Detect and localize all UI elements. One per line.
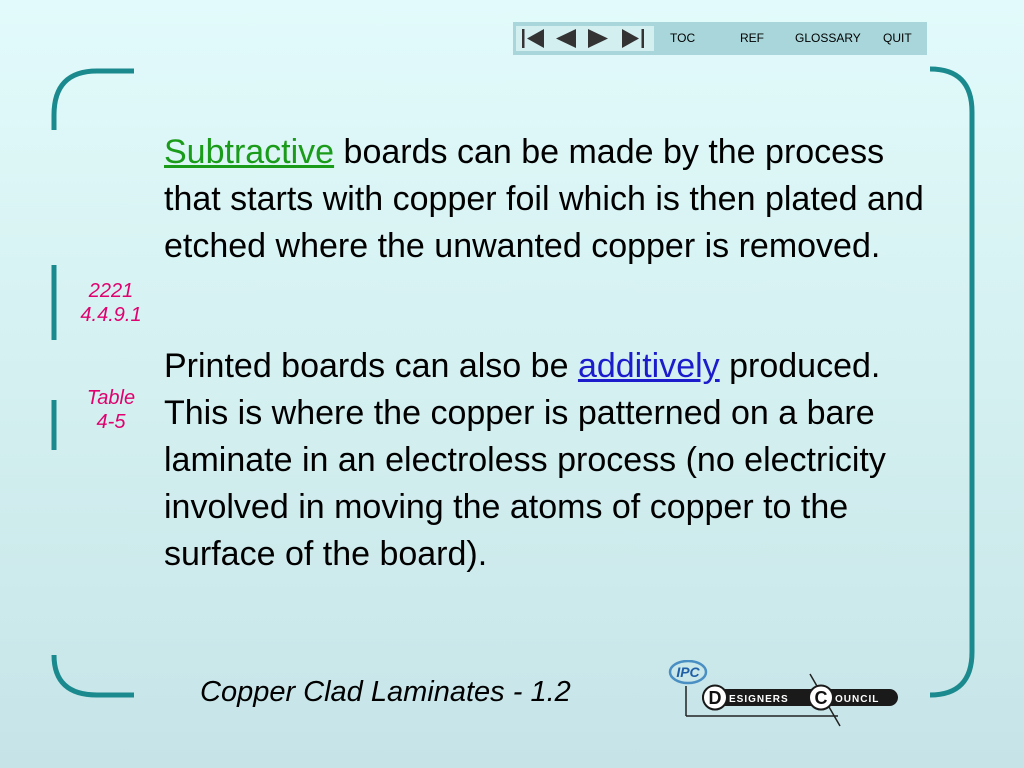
slide-footer-title: Copper Clad Laminates - 1.2 [200, 676, 571, 708]
additively-link[interactable]: additively [577, 347, 720, 385]
ipc-designers-council-logo [668, 660, 906, 730]
ipc-badge [670, 661, 706, 683]
paragraph-subtractive-text: boards can be made by the process that starts with copper foil which is then plated and etched where the unwanted copper is removed. [164, 133, 924, 265]
nav-bar [513, 22, 927, 55]
triangle-left-icon[interactable] [554, 27, 578, 50]
subtractive-link[interactable]: Subtractive [164, 133, 335, 171]
nav-buttons-group [516, 26, 654, 51]
table-number: 4-5 [96, 411, 126, 433]
glossary-link[interactable]: GLOSSARY [795, 31, 861, 45]
table-label: Table [86, 387, 136, 409]
paragraph-additive-text: produced. This is where the copper is patterned on a bare laminate in an electroless process (no electricity involved in moving the atoms of copper to the surface of the board). [164, 347, 886, 573]
logo-d-letter: D [708, 688, 722, 708]
logo-council-text: OUNCIL [835, 694, 880, 705]
spec-section: 4.4.9.1 [80, 304, 142, 326]
paragraph-subtractive [164, 129, 934, 270]
ipc-text: IPC [676, 664, 700, 680]
triangle-right-icon[interactable] [586, 27, 610, 50]
paragraph-additive-intro: Printed boards can also be [164, 347, 578, 385]
skip-first-icon[interactable] [520, 27, 546, 50]
toc-link[interactable]: TOC [670, 31, 696, 45]
logo-designers-text: ESIGNERS [729, 694, 789, 705]
quit-link[interactable]: QUIT [883, 31, 912, 45]
side-reference-spec [66, 279, 156, 327]
side-reference-table [66, 386, 156, 434]
logo-c-letter: C [814, 688, 828, 708]
ref-link[interactable]: REF [740, 31, 764, 45]
paragraph-additive [164, 343, 934, 578]
spec-number: 2221 [88, 280, 134, 302]
skip-last-icon[interactable] [620, 27, 648, 50]
